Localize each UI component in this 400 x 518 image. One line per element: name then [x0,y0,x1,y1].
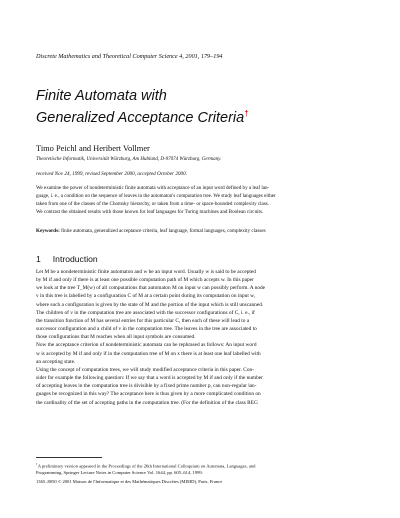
body-line: the cardinality of the set of accepting paths in the computation tree. (For the definition of the class REG [36,399,258,406]
body-line: of accepting leaves in the computation tree is divisible by a fixed prime number p, can non-regular lan- [36,383,257,390]
body-line: we look at the tree T_M(w) of all computations that automaton M on input w can possibly perform. A node [36,285,266,292]
title-line-1: Finite Automata with [36,88,167,104]
body-text [36,268,368,407]
title-line-2 [36,105,376,127]
body-line: The children of v in the computation tree are associated with the successor configurations of C, i. e., if [36,309,255,316]
footnote-line-2: Programming, Springer Lecture Notes in Computer Science Vol. 1644, pp. 605–614, 1999. [36,470,203,476]
body-line: Let M be a nondeterministic finite automaton and w be an input word. Usually w is said to be accepted [36,269,256,275]
section-number: 1 [36,254,41,264]
authors: Timo Peichl and Heribert Vollmer [36,144,150,153]
body-line: the transition function of M has several entries for this particular C, then each of these will lead to a [36,317,250,324]
affiliation: Theoretische Informatik, Universität Würzburg, Am Hubland, D-97074 Würzburg, Germany. [36,157,222,162]
submission-dates: received Nov 24, 1999, revised September 2000, accepted October 2000. [36,171,188,177]
abstract-line: We contrast the obtained results with those known for leaf languages for Turing machines and Boolean circuits. [36,209,264,215]
footnote-rule [36,457,102,458]
journal-header: Discrete Mathematics and Theoretical Computer Science 4, 2001, 179–194 [36,53,223,60]
footnote [36,461,368,477]
body-line: v in this tree is labelled by a configuration C of M at a certain point during its computation on input w, [36,293,255,300]
title-line-2-text: Generalized Acceptance Criteria [36,109,245,126]
keywords-label: Keywords: [36,228,60,234]
body-line: by M if and only if there is at least one possible computation path of M which accepts w. In this paper [36,277,254,284]
body-line: those configurations that M reaches when all input symbols are consumed. [36,334,196,341]
body-line: w is accepted by M if and only if in the computation tree of M on x there is at least one leaf labelled with [36,350,261,357]
title-footnote-link[interactable]: † [244,109,249,118]
body-line: guages be recognized in this way? The acceptance here is thus given by a more complicated condition on [36,391,261,398]
body-line: where such a configuration is given by the state of M and the portion of the input which is still unscanned. [36,301,264,308]
abstract-line: taken from one of the classes of the Chomsky hierarchy, or taken from a time- or space-bounded complexity class. [36,201,270,207]
body-line: an accepting state. [36,358,76,365]
body-line: Now the acceptance criterion of nondeterministic automata can be rephrased as follows: An input word [36,342,257,349]
section-title: Introduction [52,254,98,264]
body-line: sider for example the following question: If we say that a word is accepted by M if and only if the number [36,375,263,382]
abstract [36,184,368,216]
keywords [36,228,266,234]
copyright-line: 1365–8050 © 2001 Maison de l'Informatique et des Mathématiques Discrètes (MIMD), Paris, France [36,479,223,484]
body-line: Using the concept of computation trees, we will study modified acceptance criteria in this paper. Con- [36,366,254,373]
section-heading [36,254,98,264]
abstract-line: We examine the power of nondeterministic finite automata with acceptance of an input word defined by a leaf lan- [36,185,270,191]
keywords-text: finite automata, generalized acceptance criteria, leaf language, formal languages, complexity classes [61,228,266,234]
body-line: successor configuration and a child of v in the computation tree. The leaves in the tree are associated to [36,326,257,333]
footnote-text-1: A preliminary version appeared in the Proceedings of the 26th International Colloquium on Automata, Languages, and [37,463,256,469]
footnote-line-1 [36,461,368,470]
paper-title [36,88,376,127]
abstract-line: guage, i. e., a condition on the sequence of leaves in the automaton's computation tree. We study leaf languages either [36,193,276,199]
footnote-mark: † [36,462,38,466]
